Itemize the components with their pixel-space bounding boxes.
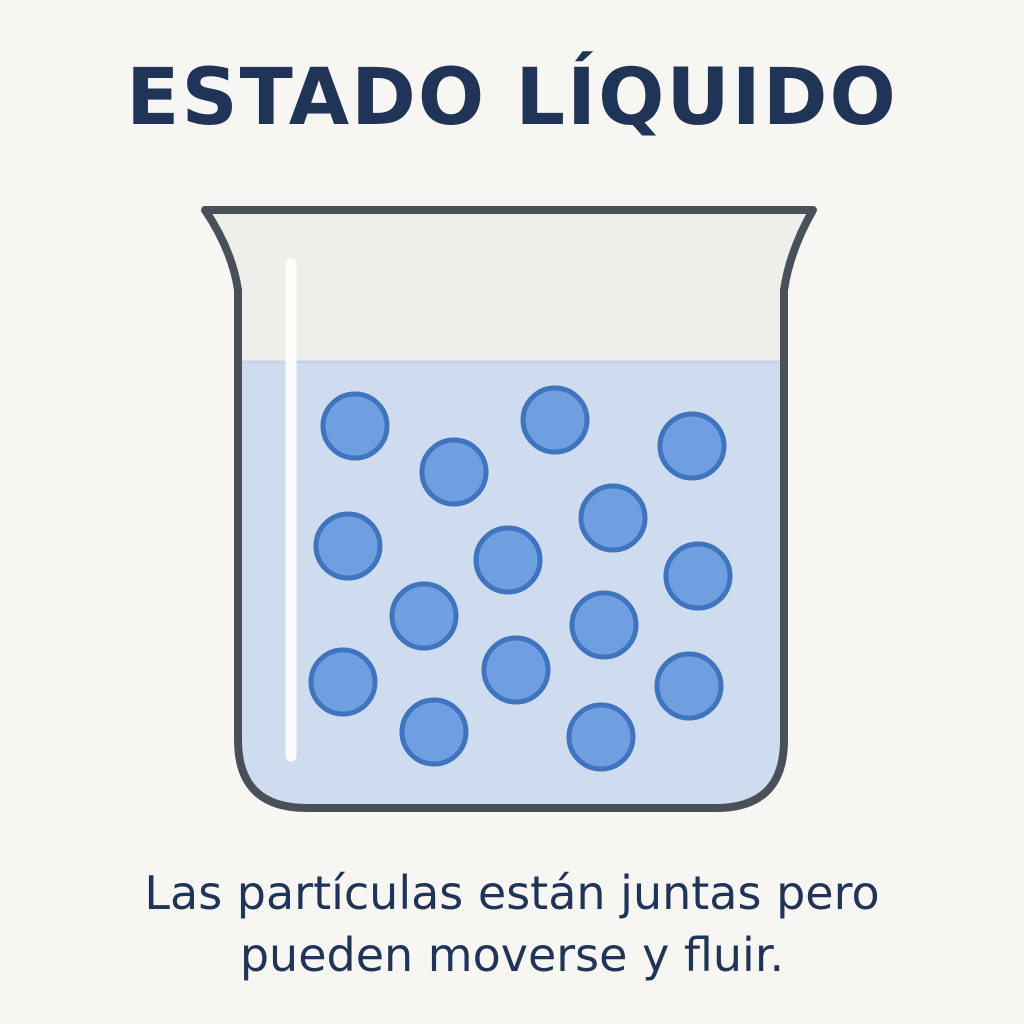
- particle: [581, 486, 645, 550]
- particle: [323, 394, 387, 458]
- particle: [484, 638, 548, 702]
- particle: [572, 593, 636, 657]
- particle: [402, 700, 466, 764]
- particle: [523, 388, 587, 452]
- caption-line-2: pueden moverse y fluir.: [239, 928, 785, 982]
- particle: [392, 584, 456, 648]
- page-title: ESTADO LÍQUIDO: [126, 53, 898, 143]
- particle: [666, 544, 730, 608]
- particle: [569, 705, 633, 769]
- caption: [0, 862, 1024, 986]
- particle: [657, 654, 721, 718]
- particle: [311, 650, 375, 714]
- caption-line-1: Las partículas están juntas pero: [144, 866, 880, 920]
- particle: [476, 528, 540, 592]
- particle: [422, 440, 486, 504]
- particle: [660, 414, 724, 478]
- particle: [316, 514, 380, 578]
